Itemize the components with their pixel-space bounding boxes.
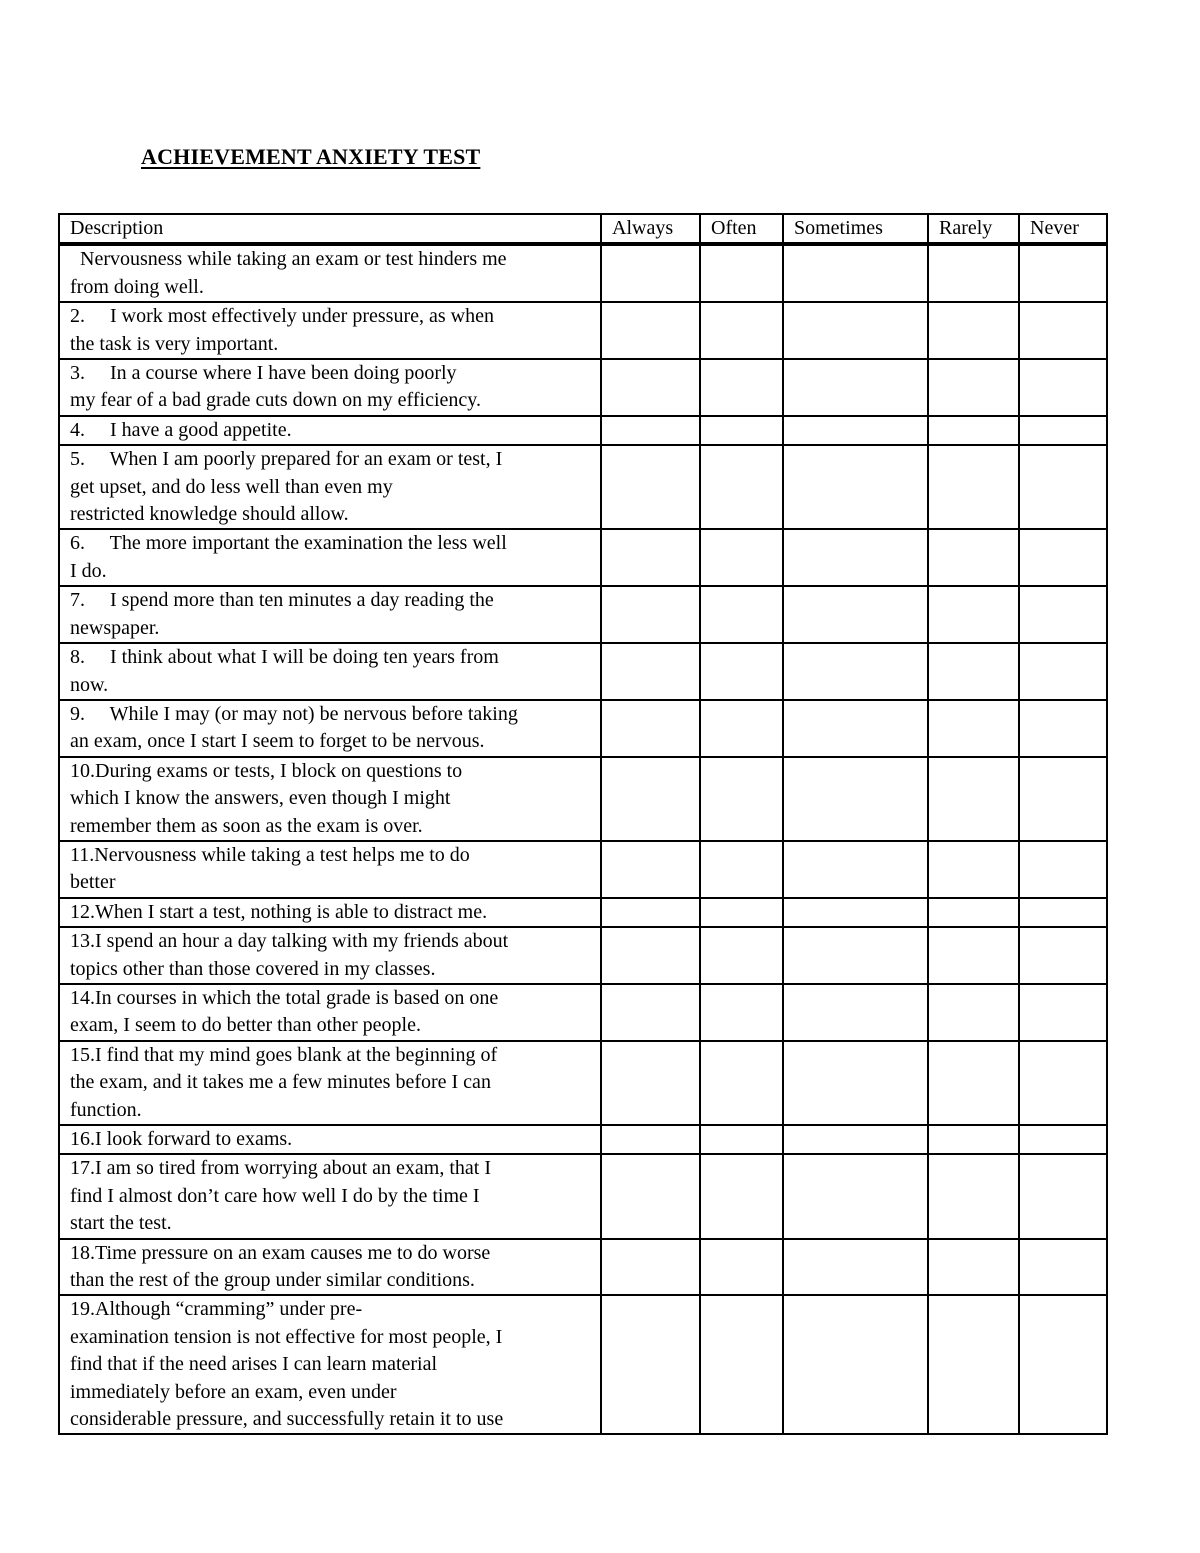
question-row [58, 899, 1108, 928]
answer-cell-never[interactable] [1020, 587, 1108, 644]
question-text [58, 1296, 602, 1435]
answer-cell-never[interactable] [1020, 985, 1108, 1042]
header-never: Never [1020, 213, 1108, 244]
question-line: an exam, once I start I seem to forget to be nervous. [70, 730, 485, 753]
answer-cell-often[interactable] [701, 587, 784, 644]
answer-cell-often[interactable] [701, 1126, 784, 1155]
question-line: 9. While I may (or may not) be nervous before taking [70, 702, 518, 725]
answer-cell-often[interactable] [701, 928, 784, 985]
question-text [58, 530, 602, 587]
question-line: examination tension is not effective for most people, I [70, 1325, 503, 1348]
answer-cell-never[interactable] [1020, 899, 1108, 928]
answer-cell-sometimes[interactable] [784, 417, 929, 446]
question-line: 15.I find that my mind goes blank at the beginning of [70, 1043, 498, 1066]
question-line: 16.I look forward to exams. [70, 1128, 293, 1150]
answer-cell-rarely[interactable] [929, 1240, 1020, 1297]
answer-cell-sometimes[interactable] [784, 644, 929, 701]
question-line: the exam, and it takes me a few minutes before I can [70, 1071, 491, 1094]
question-line: I do. [70, 559, 107, 582]
answer-cell-rarely[interactable] [929, 985, 1020, 1042]
answer-cell-always[interactable] [602, 417, 701, 446]
question-text [58, 1240, 602, 1297]
question-line: 18.Time pressure on an exam causes me to do worse [70, 1241, 491, 1264]
answer-cell-rarely[interactable] [929, 644, 1020, 701]
answer-cell-sometimes[interactable] [784, 701, 929, 758]
answer-cell-often[interactable] [701, 842, 784, 899]
question-row [58, 928, 1108, 985]
question-line: from doing well. [70, 275, 204, 298]
question-line: now. [70, 673, 109, 696]
question-text [58, 758, 602, 842]
question-row [58, 644, 1108, 701]
header-description: Description [58, 213, 602, 244]
answer-cell-never[interactable] [1020, 701, 1108, 758]
answer-cell-never[interactable] [1020, 244, 1108, 303]
answer-cell-sometimes[interactable] [784, 985, 929, 1042]
question-row [58, 985, 1108, 1042]
answer-cell-sometimes[interactable] [784, 530, 929, 587]
answer-cell-never[interactable] [1020, 417, 1108, 446]
question-row [58, 1126, 1108, 1155]
question-row [58, 446, 1108, 530]
answer-cell-rarely[interactable] [929, 587, 1020, 644]
question-row [58, 303, 1108, 360]
question-text [58, 1042, 602, 1126]
question-line: function. [70, 1098, 142, 1121]
answer-cell-often[interactable] [701, 360, 784, 417]
answer-cell-rarely[interactable] [929, 758, 1020, 842]
answer-cell-sometimes[interactable] [784, 587, 929, 644]
question-line: considerable pressure, and successfully retain it to use [70, 1408, 504, 1431]
answer-cell-never[interactable] [1020, 1296, 1108, 1435]
question-text [58, 1126, 602, 1155]
answer-cell-often[interactable] [701, 446, 784, 530]
answer-cell-always[interactable] [602, 842, 701, 899]
anxiety-survey-table [58, 213, 1108, 1435]
answer-cell-always[interactable] [602, 1296, 701, 1435]
question-row [58, 701, 1108, 758]
document-title: ACHIEVEMENT ANXIETY TEST [141, 144, 481, 169]
question-text [58, 644, 602, 701]
answer-cell-often[interactable] [701, 530, 784, 587]
answer-cell-always[interactable] [602, 1240, 701, 1297]
question-line: the task is very important. [70, 332, 279, 355]
answer-cell-sometimes[interactable] [784, 842, 929, 899]
answer-cell-always[interactable] [602, 1155, 701, 1239]
answer-cell-often[interactable] [701, 701, 784, 758]
answer-cell-never[interactable] [1020, 1155, 1108, 1239]
answer-cell-rarely[interactable] [929, 417, 1020, 446]
question-text [58, 360, 602, 417]
header-rarely: Rarely [929, 213, 1020, 244]
answer-cell-often[interactable] [701, 644, 784, 701]
answer-cell-rarely[interactable] [929, 446, 1020, 530]
answer-cell-rarely[interactable] [929, 1126, 1020, 1155]
answer-cell-sometimes[interactable] [784, 758, 929, 842]
answer-cell-rarely[interactable] [929, 928, 1020, 985]
answer-cell-rarely[interactable] [929, 1296, 1020, 1435]
answer-cell-sometimes[interactable] [784, 1042, 929, 1126]
question-line: 3. In a course where I have been doing poorly [70, 362, 457, 385]
question-line: 7. I spend more than ten minutes a day reading the [70, 589, 494, 612]
question-line: 4. I have a good appetite. [70, 418, 292, 441]
question-text [58, 899, 602, 928]
answer-cell-sometimes[interactable] [784, 360, 929, 417]
question-line: 14.In courses in which the total grade is based on one [70, 986, 499, 1009]
answer-cell-always[interactable] [602, 530, 701, 587]
question-text [58, 701, 602, 758]
question-line: immediately before an exam, even under [70, 1380, 397, 1403]
answer-cell-sometimes[interactable] [784, 446, 929, 530]
question-line: than the rest of the group under similar conditions. [70, 1269, 475, 1292]
answer-cell-never[interactable] [1020, 1042, 1108, 1126]
answer-cell-never[interactable] [1020, 842, 1108, 899]
answer-cell-sometimes[interactable] [784, 1126, 929, 1155]
answer-cell-often[interactable] [701, 1296, 784, 1435]
question-row [58, 758, 1108, 842]
question-row [58, 360, 1108, 417]
answer-cell-never[interactable] [1020, 928, 1108, 985]
header-always: Always [602, 213, 701, 244]
answer-cell-never[interactable] [1020, 303, 1108, 360]
answer-cell-rarely[interactable] [929, 1155, 1020, 1239]
answer-cell-sometimes[interactable] [784, 1240, 929, 1297]
question-line: 6. The more important the examination the less well [70, 532, 507, 555]
question-line: find that if the need arises I can learn material [70, 1353, 438, 1376]
question-line: restricted knowledge should allow. [70, 503, 349, 526]
answer-cell-never[interactable] [1020, 758, 1108, 842]
question-row [58, 842, 1108, 899]
question-line: exam, I seem to do better than other people. [70, 1014, 421, 1037]
question-text [58, 985, 602, 1042]
question-line: 13.I spend an hour a day talking with my friends about [70, 930, 509, 953]
question-text [58, 842, 602, 899]
answer-cell-rarely[interactable] [929, 701, 1020, 758]
answer-cell-rarely[interactable] [929, 530, 1020, 587]
question-line: topics other than those covered in my classes. [70, 957, 436, 980]
answer-cell-often[interactable] [701, 758, 784, 842]
answer-cell-often[interactable] [701, 1042, 784, 1126]
question-row [58, 1296, 1108, 1435]
question-line: remember them as soon as the exam is over. [70, 814, 423, 837]
answer-cell-rarely[interactable] [929, 303, 1020, 360]
answer-cell-always[interactable] [602, 303, 701, 360]
answer-cell-rarely[interactable] [929, 842, 1020, 899]
answer-cell-always[interactable] [602, 587, 701, 644]
question-line: better [70, 871, 116, 894]
answer-cell-always[interactable] [602, 1042, 701, 1126]
question-text [58, 1155, 602, 1239]
answer-cell-often[interactable] [701, 899, 784, 928]
header-often: Often [701, 213, 784, 244]
question-text [58, 244, 602, 303]
answer-cell-sometimes[interactable] [784, 928, 929, 985]
answer-cell-sometimes[interactable] [784, 303, 929, 360]
answer-cell-never[interactable] [1020, 1126, 1108, 1155]
answer-cell-never[interactable] [1020, 644, 1108, 701]
question-row [58, 1042, 1108, 1126]
question-line: 17.I am so tired from worrying about an exam, that I [70, 1157, 491, 1180]
answer-cell-always[interactable] [602, 899, 701, 928]
answer-cell-often[interactable] [701, 1155, 784, 1239]
answer-cell-sometimes[interactable] [784, 1155, 929, 1239]
answer-cell-rarely[interactable] [929, 1042, 1020, 1126]
question-line: get upset, and do less well than even my [70, 475, 393, 498]
header-row [58, 213, 1108, 244]
answer-cell-never[interactable] [1020, 446, 1108, 530]
answer-cell-often[interactable] [701, 244, 784, 303]
answer-cell-never[interactable] [1020, 360, 1108, 417]
question-row [58, 1240, 1108, 1297]
answer-cell-always[interactable] [602, 244, 701, 303]
question-row [58, 244, 1108, 303]
answer-cell-always[interactable] [602, 1126, 701, 1155]
answer-cell-often[interactable] [701, 303, 784, 360]
question-line: Nervousness while taking an exam or test hinders me [70, 248, 507, 271]
answer-cell-sometimes[interactable] [784, 899, 929, 928]
survey-body [58, 244, 1108, 1435]
question-line: which I know the answers, even though I might [70, 787, 451, 810]
question-text [58, 587, 602, 644]
header-sometimes: Sometimes [784, 213, 929, 244]
answer-cell-often[interactable] [701, 1240, 784, 1297]
answer-cell-always[interactable] [602, 928, 701, 985]
question-line: 8. I think about what I will be doing ten years from [70, 646, 499, 669]
answer-cell-always[interactable] [602, 446, 701, 530]
answer-cell-always[interactable] [602, 758, 701, 842]
answer-cell-always[interactable] [602, 701, 701, 758]
question-line: 12.When I start a test, nothing is able to distract me. [70, 900, 488, 923]
question-line: newspaper. [70, 616, 160, 639]
question-text [58, 417, 602, 446]
question-line: 11.Nervousness while taking a test helps me to do [70, 843, 470, 866]
answer-cell-rarely[interactable] [929, 244, 1020, 303]
question-row [58, 417, 1108, 446]
question-row [58, 587, 1108, 644]
question-line: find I almost don’t care how well I do by the time I [70, 1184, 480, 1207]
answer-cell-often[interactable] [701, 417, 784, 446]
question-text [58, 303, 602, 360]
question-line: 5. When I am poorly prepared for an exam or test, I [70, 448, 503, 471]
answer-cell-sometimes[interactable] [784, 244, 929, 303]
question-line: start the test. [70, 1212, 172, 1235]
answer-cell-sometimes[interactable] [784, 1296, 929, 1435]
question-row [58, 530, 1108, 587]
question-line: 2. I work most effectively under pressure, as when [70, 305, 494, 328]
question-row [58, 1155, 1108, 1239]
question-text [58, 928, 602, 985]
answer-cell-never[interactable] [1020, 530, 1108, 587]
answer-cell-always[interactable] [602, 985, 701, 1042]
answer-cell-rarely[interactable] [929, 899, 1020, 928]
answer-cell-always[interactable] [602, 644, 701, 701]
answer-cell-always[interactable] [602, 360, 701, 417]
answer-cell-often[interactable] [701, 985, 784, 1042]
question-line: 19.Although “cramming” under pre- [70, 1298, 363, 1321]
answer-cell-never[interactable] [1020, 1240, 1108, 1297]
question-line: my fear of a bad grade cuts down on my efficiency. [70, 389, 481, 412]
question-text [58, 446, 602, 530]
answer-cell-rarely[interactable] [929, 360, 1020, 417]
question-line: 10.During exams or tests, I block on questions to [70, 759, 463, 782]
